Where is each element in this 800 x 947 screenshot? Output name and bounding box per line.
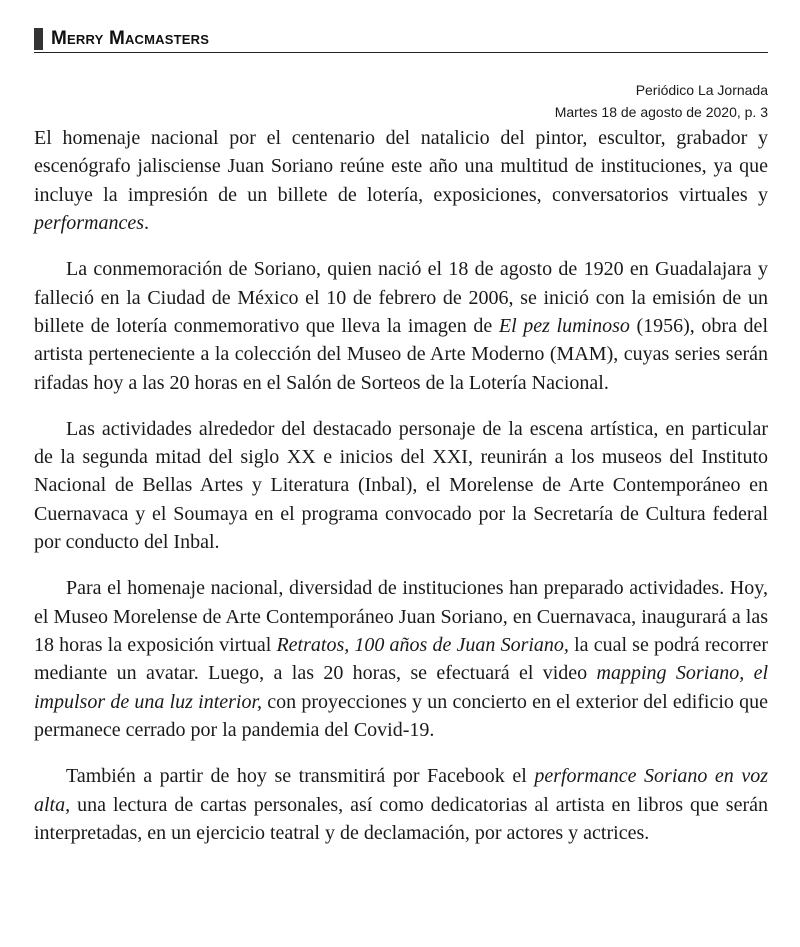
paragraph-1-text: El homenaje nacional por el centenario del natalicio del pintor, escultor, grabador y escenógrafo jalisciense Juan Soriano reúne este año una multitud de instituciones, ya que incluye la impresión de un billete de lotería, exposiciones, conversatorios virtuales y	[34, 127, 768, 206]
paragraph-5-end: una lectura de cartas personales, así como dedicatorias al artista en libros que serán interpretadas, en un ejercicio teatral y de declamación, por actores y actrices.	[34, 793, 768, 844]
paragraph-2-italic: El pez luminoso	[498, 314, 630, 337]
byline-header	[34, 26, 768, 53]
paragraph-5-text: También a partir de hoy se transmitirá por Facebook el	[66, 765, 535, 788]
publication-date-page: Martes 18 de agosto de 2020, p. 3	[554, 104, 768, 120]
paragraph-4	[34, 574, 768, 744]
paragraph-1-end: .	[143, 212, 149, 235]
paragraph-4-middle: la cual se podrá recorrer mediante un avatar. Luego, a las 20 horas, se efectuará el video	[34, 634, 768, 685]
paragraph-4-end: con proyecciones y un concierto en el exterior del edificio que permanece cerrado por la pandemia del Covid-19.	[34, 690, 768, 742]
author-name: Merry Macmasters	[51, 28, 210, 49]
paragraph-4-italic-2: mapping Soriano, el impulsor de una luz interior,	[34, 662, 769, 713]
paragraph-4-text: Para el homenaje nacional, diversidad de instituciones han preparado actividades. Hoy, el Museo Morelense de Arte Contemporáneo Juan Soriano, en Cuernavaca, inaugurará a las 18 horas la exposición virtual	[34, 577, 768, 656]
paragraph-2-text: La conmemoración de Soriano, quien nació el 18 de agosto de 1920 en Guadalajara y falleció en la Ciudad de México el 10 de febrero de 2006, se inició con la emisión de un billete de lotería conmemorativo que lleva la imagen de	[34, 258, 768, 337]
paragraph-2	[34, 255, 768, 397]
paragraph-1	[34, 124, 768, 238]
paragraph-2-end: (1956), obra del artista perteneciente a la colección del Museo de Arte Moderno (MAM), cuyas series serán rifadas hoy a las 20 horas en el Salón de Sorteos de la Lotería Nacional.	[34, 314, 768, 394]
paragraph-4-italic-1: Retratos, 100 años de Juan Soriano,	[276, 634, 569, 656]
byline-marker-bar	[34, 28, 43, 50]
article-body	[34, 124, 768, 847]
article-page	[34, 26, 768, 865]
paragraph-1-italic: performances	[34, 212, 144, 235]
publication-name: Periódico La Jornada	[635, 82, 768, 98]
source-info	[34, 79, 768, 123]
paragraph-5-italic: performance Soriano en voz alta,	[34, 765, 769, 816]
paragraph-3: Las actividades alrededor del destacado personaje de la escena artística, en particular de la segunda mitad del siglo XX e inicios del XXI, reunirán a los museos del Instituto Nacional de Bellas Artes y Literatura (Inbal), el Morelense de Arte Contemporáneo en Cuernavaca y el Soumaya en el programa convocado por la Secretaría de Cultura federal por conducto del Inbal.	[34, 417, 768, 554]
paragraph-5	[34, 762, 768, 847]
